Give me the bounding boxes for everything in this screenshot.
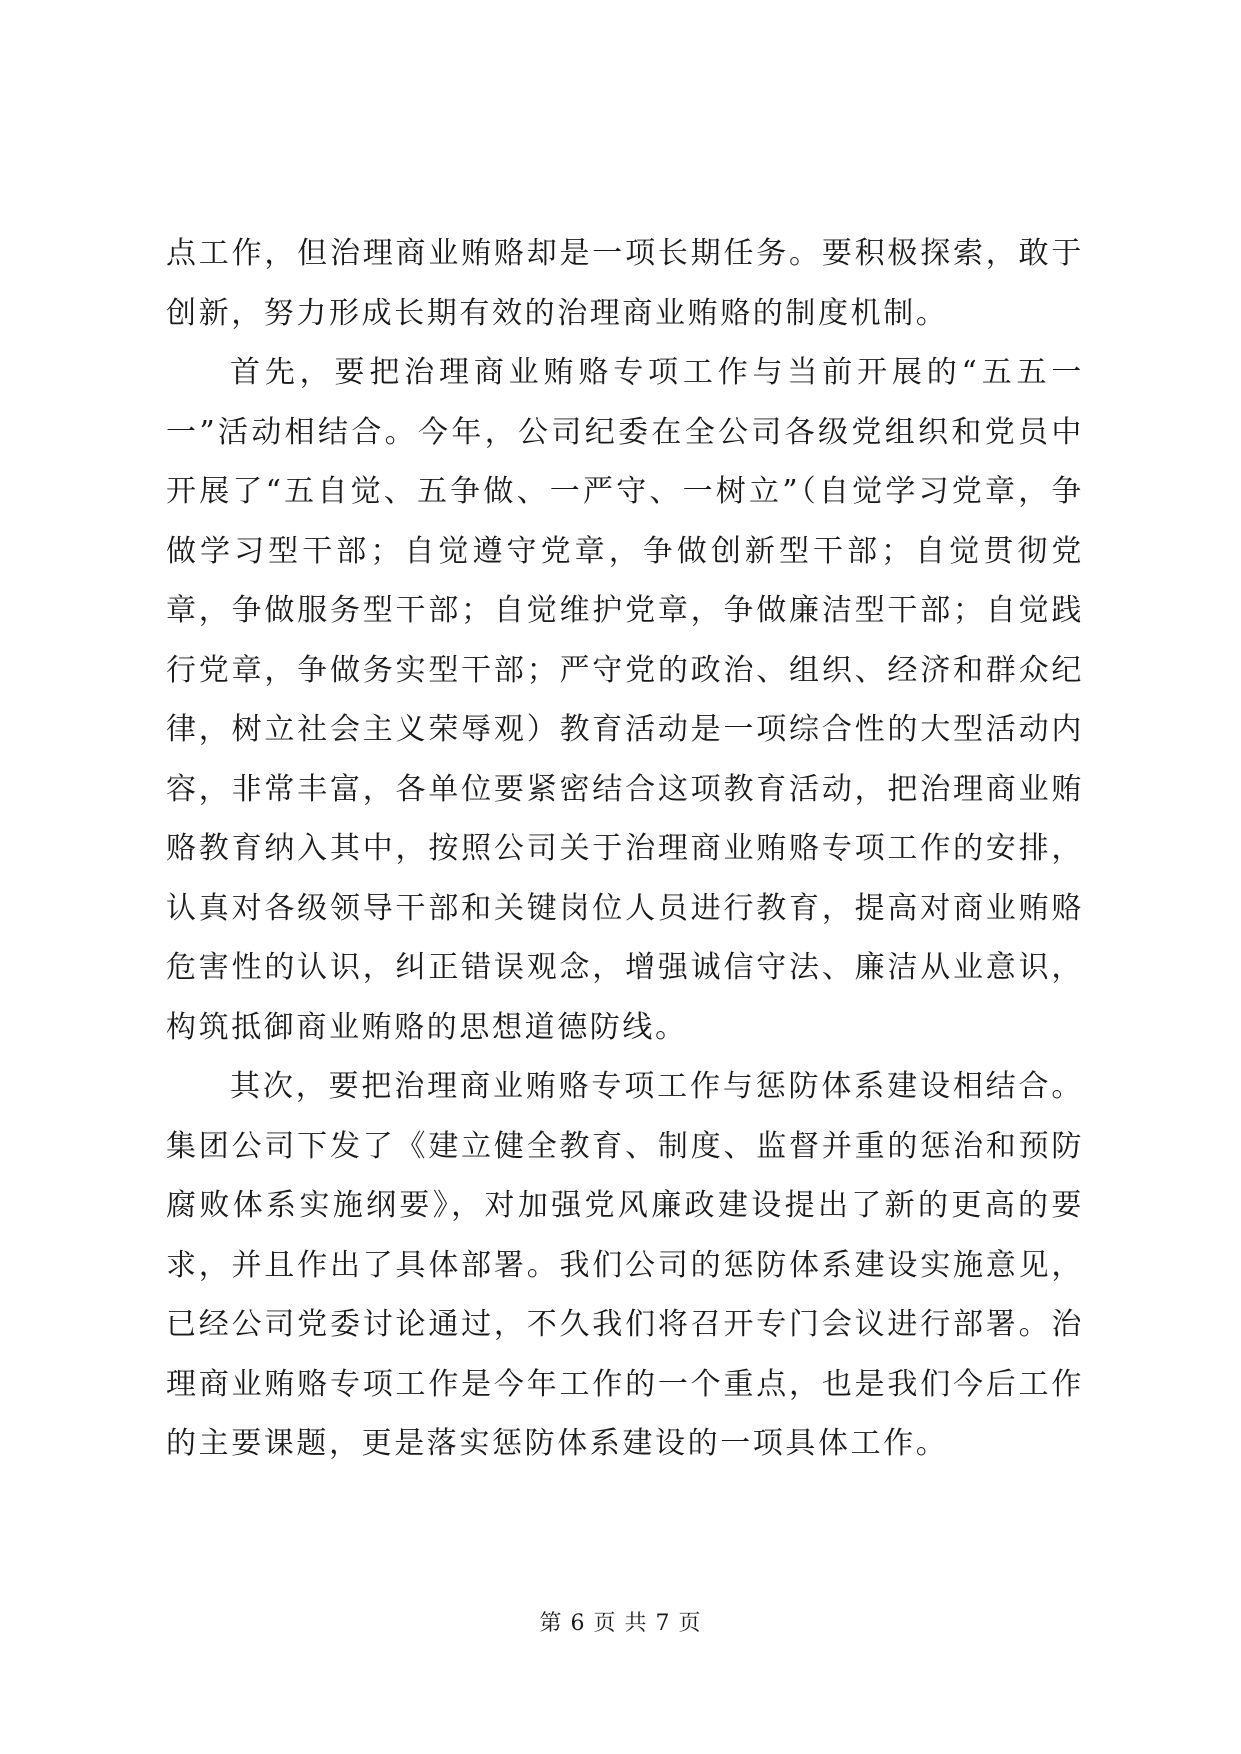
page-number-label: 第 6 页 共 7 页 (539, 1611, 702, 1636)
document-body (166, 224, 1084, 1474)
page-footer (0, 1606, 1241, 1637)
paragraph-1: 点工作，但治理商业贿赂却是一项长期任务。要积极探索，敢于创新，努力形成长期有效的治理商业贿赂的制度机制。 (166, 236, 1084, 331)
paragraph-3: 其次，要把治理商业贿赂专项工作与惩防体系建设相结合。集团公司下发了《建立健全教育、制度、监督并重的惩治和预防腐败体系实施纲要》，对加强党风廉政建设提出了新的更高的要求，并且作出了具体部署。我们公司的惩防体系建设实施意见，已经公司党委讨论通过，不久我们将召开专门会议进行部署。治理商业贿赂专项工作是今年工作的一个重点，也是我们今后工作的主要课题，更是落实惩防体系建设的一项具体工作。 (166, 1069, 1084, 1461)
paragraph-2: 首先，要把治理商业贿赂专项工作与当前开展的“五五一一”活动相结合。今年，公司纪委在全公司各级党组织和党员中开展了“五自觉、五争做、一严守、一树立”（自觉学习党章，争做学习型干部；自觉遵守党章，争做创新型干部；自觉贯彻党章，争做服务型干部；自觉维护党章，争做廉洁型干部；自觉践行党章，争做务实型干部；严守党的政治、组织、经济和群众纪律，树立社会主义荣辱观）教育活动是一项综合性的大型活动内容，非常丰富，各单位要紧密结合这项教育活动，把治理商业贿赂教育纳入其中，按照公司关于治理商业贿赂专项工作的安排，认真对各级领导干部和关键岗位人员进行教育，提高对商业贿赂危害性的认识，纠正错误观念，增强诚信守法、廉洁从业意识，构筑抵御商业贿赂的思想道德防线。 (166, 355, 1084, 1045)
